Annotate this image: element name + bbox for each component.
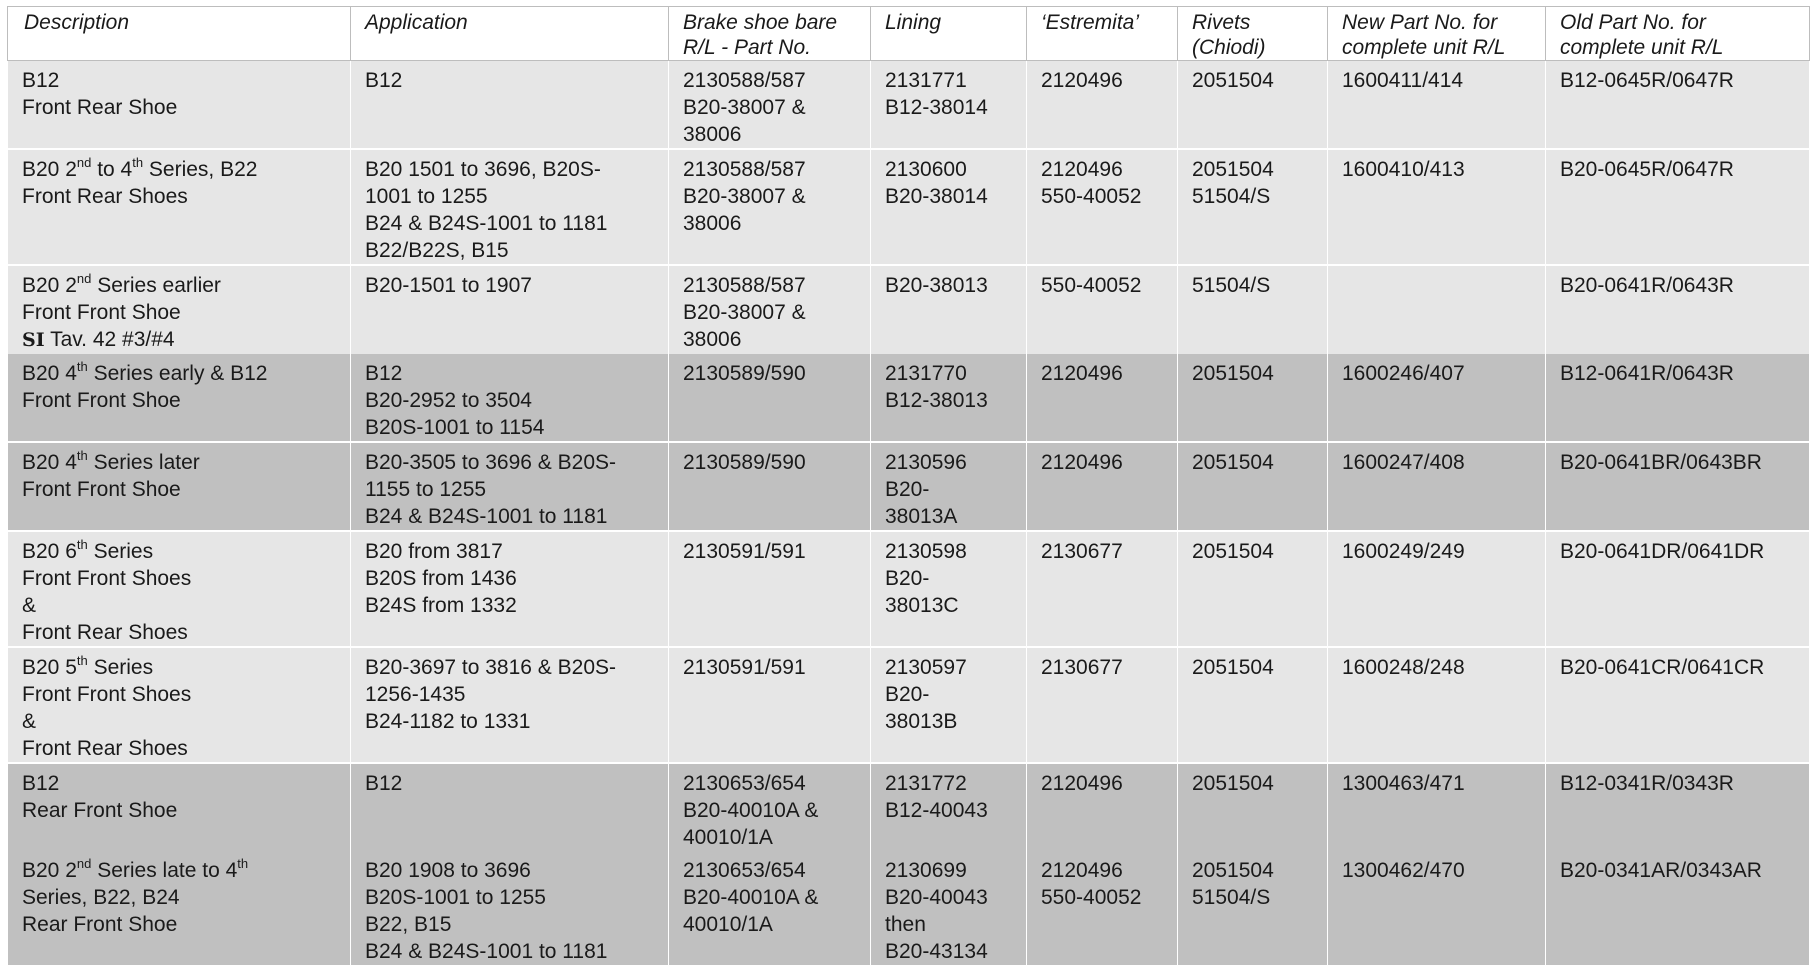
cell-new-part-no: 1600249/249 [1328, 531, 1546, 647]
cell-rivets: 2051504 [1178, 647, 1328, 763]
header-new-part-no: New Part No. for complete unit R/L [1328, 7, 1546, 61]
header-rivets: Rivets (Chiodi) [1178, 7, 1328, 61]
cell-old-part-no: B12-0641R/0643R [1546, 354, 1810, 442]
cell-brake-shoe: 2130588/587 B20-38007 & 38006 [669, 265, 871, 354]
cell-old-part-no: B20-0645R/0647R [1546, 149, 1810, 265]
header-lining: Lining [871, 7, 1027, 61]
cell-description: B20 6th Series Front Front Shoes & Front Rear Shoes [8, 531, 351, 647]
cell-brake-shoe: 2130589/590 [669, 442, 871, 531]
cell-brake-shoe: 2130591/591 [669, 531, 871, 647]
cell-rivets: 2051504 [1178, 354, 1328, 442]
cell-rivets: 2051504 51504/S [1178, 851, 1328, 965]
cell-lining: 2130699 B20-40043 then B20-43134 [871, 851, 1027, 965]
cell-old-part-no: B20-0341AR/0343AR [1546, 851, 1810, 965]
table-row [8, 354, 1810, 442]
cell-description: B20 2nd to 4th Series, B22 Front Rear Shoes [8, 149, 351, 265]
cell-new-part-no: 1600246/407 [1328, 354, 1546, 442]
cell-old-part-no: B20-0641R/0643R [1546, 265, 1810, 354]
cell-estremita: 2120496 [1027, 354, 1178, 442]
cell-estremita: 2120496 550-40052 [1027, 851, 1178, 965]
cell-new-part-no [1328, 265, 1546, 354]
header-description: Description [8, 7, 351, 61]
cell-rivets: 2051504 [1178, 763, 1328, 851]
cell-application: B20 1501 to 3696, B20S- 1001 to 1255 B24 & B24S-1001 to 1181 B22/B22S, B15 [351, 149, 669, 265]
cell-rivets: 2051504 [1178, 61, 1328, 150]
cell-description: B20 2nd Series late to 4th Series, B22, B24 Rear Front Shoe [8, 851, 351, 965]
cell-new-part-no: 1600247/408 [1328, 442, 1546, 531]
cell-application: B20-3505 to 3696 & B20S- 1155 to 1255 B24 & B24S-1001 to 1181 [351, 442, 669, 531]
cell-application: B20 1908 to 3696 B20S-1001 to 1255 B22, B15 B24 & B24S-1001 to 1181 [351, 851, 669, 965]
cell-application: B20-3697 to 3816 & B20S- 1256-1435 B24-1182 to 1331 [351, 647, 669, 763]
cell-application: B12 [351, 763, 669, 851]
cell-lining: 2130600 B20-38014 [871, 149, 1027, 265]
cell-application: B20 from 3817 B20S from 1436 B24S from 1332 [351, 531, 669, 647]
table-row [8, 851, 1810, 965]
cell-new-part-no: 1600410/413 [1328, 149, 1546, 265]
brake-parts-table [7, 6, 1810, 965]
header-old-part-no: Old Part No. for complete unit R/L [1546, 7, 1810, 61]
cell-lining: 2131770 B12-38013 [871, 354, 1027, 442]
cell-lining: B20-38013 [871, 265, 1027, 354]
header-application: Application [351, 7, 669, 61]
cell-estremita: 2130677 [1027, 647, 1178, 763]
cell-description: B12 Rear Front Shoe [8, 763, 351, 851]
cell-lining: 2130598 B20- 38013C [871, 531, 1027, 647]
cell-brake-shoe: 2130653/654 B20-40010A & 40010/1A [669, 763, 871, 851]
cell-new-part-no: 1600411/414 [1328, 61, 1546, 150]
cell-brake-shoe: 2130653/654 B20-40010A & 40010/1A [669, 851, 871, 965]
table-row [8, 61, 1810, 150]
cell-old-part-no: B12-0645R/0647R [1546, 61, 1810, 150]
cell-estremita: 550-40052 [1027, 265, 1178, 354]
cell-estremita: 2120496 [1027, 61, 1178, 150]
cell-rivets: 2051504 [1178, 531, 1328, 647]
table-row [8, 647, 1810, 763]
cell-brake-shoe: 2130588/587 B20-38007 & 38006 [669, 61, 871, 150]
table-row [8, 149, 1810, 265]
cell-description: B12 Front Rear Shoe [8, 61, 351, 150]
table-row [8, 531, 1810, 647]
cell-application: B12 B20-2952 to 3504 B20S-1001 to 1154 [351, 354, 669, 442]
cell-new-part-no: 1300463/471 [1328, 763, 1546, 851]
header-row [8, 7, 1810, 61]
table-row [8, 265, 1810, 354]
cell-estremita: 2120496 [1027, 763, 1178, 851]
cell-estremita: 2120496 550-40052 [1027, 149, 1178, 265]
cell-new-part-no: 1300462/470 [1328, 851, 1546, 965]
si-symbol-icon: SI [22, 329, 45, 351]
cell-description: B20 4th Series later Front Front Shoe [8, 442, 351, 531]
cell-old-part-no: B12-0341R/0343R [1546, 763, 1810, 851]
cell-description: B20 2nd Series earlier Front Front Shoe SI Tav. 42 #3/#4 [8, 265, 351, 354]
cell-lining: 2131771 B12-38014 [871, 61, 1027, 150]
table-row [8, 442, 1810, 531]
cell-rivets: 2051504 [1178, 442, 1328, 531]
cell-lining: 2130597 B20- 38013B [871, 647, 1027, 763]
cell-description: B20 4th Series early & B12 Front Front Shoe [8, 354, 351, 442]
cell-old-part-no: B20-0641CR/0641CR [1546, 647, 1810, 763]
cell-estremita: 2120496 [1027, 442, 1178, 531]
cell-lining: 2131772 B12-40043 [871, 763, 1027, 851]
header-estremita: ‘Estremita’ [1027, 7, 1178, 61]
cell-estremita: 2130677 [1027, 531, 1178, 647]
cell-brake-shoe: 2130589/590 [669, 354, 871, 442]
cell-application: B20-1501 to 1907 [351, 265, 669, 354]
cell-brake-shoe: 2130588/587 B20-38007 & 38006 [669, 149, 871, 265]
cell-lining: 2130596 B20- 38013A [871, 442, 1027, 531]
cell-rivets: 2051504 51504/S [1178, 149, 1328, 265]
cell-new-part-no: 1600248/248 [1328, 647, 1546, 763]
cell-application: B12 [351, 61, 669, 150]
cell-old-part-no: B20-0641DR/0641DR [1546, 531, 1810, 647]
cell-old-part-no: B20-0641BR/0643BR [1546, 442, 1810, 531]
header-brake-shoe: Brake shoe bare R/L - Part No. [669, 7, 871, 61]
cell-description: B20 5th Series Front Front Shoes & Front Rear Shoes [8, 647, 351, 763]
table-row [8, 763, 1810, 851]
cell-brake-shoe: 2130591/591 [669, 647, 871, 763]
cell-rivets: 51504/S [1178, 265, 1328, 354]
